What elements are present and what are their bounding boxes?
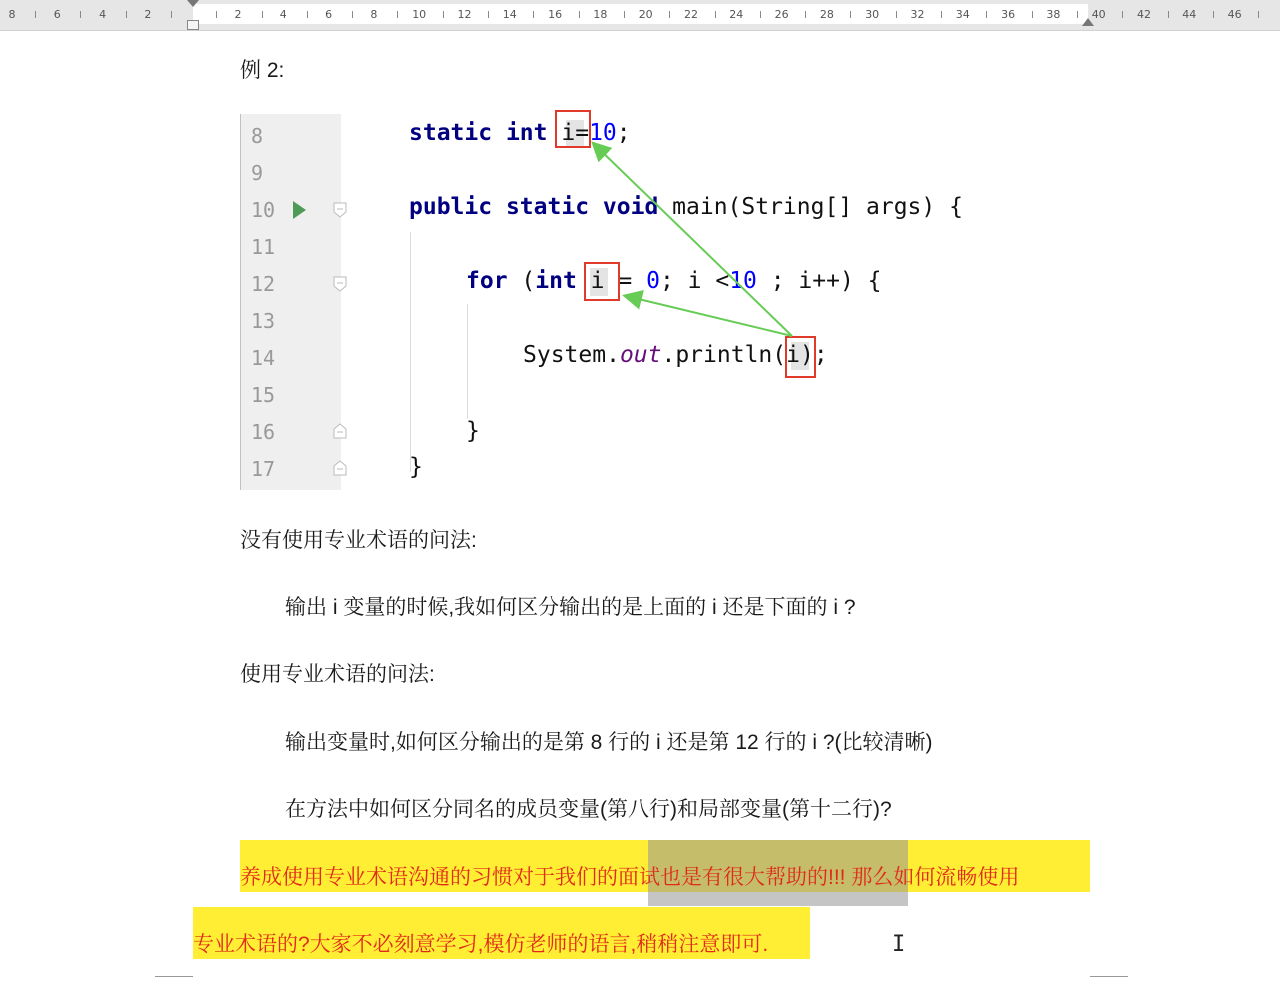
- ruler-label: 4: [279, 8, 287, 21]
- line-number: 14: [251, 346, 276, 370]
- ruler-minor-tick: [443, 11, 444, 18]
- ruler-minor-tick: [352, 11, 353, 18]
- ruler-label: 10: [412, 8, 427, 21]
- line-number: 17: [251, 457, 276, 481]
- ruler[interactable]: [0, 0, 1280, 31]
- line-number: 16: [251, 420, 276, 444]
- ruler-label: 28: [819, 8, 834, 21]
- right-indent-marker[interactable]: [1082, 18, 1094, 26]
- ruler-label: 44: [1182, 8, 1197, 21]
- ruler-label: 34: [955, 8, 970, 21]
- first-line-indent-marker[interactable]: [187, 0, 199, 7]
- page-corner-mark: [1090, 976, 1128, 977]
- highlighted-text: 养成使用专业术语沟通的习惯对于我们的面试也是有很大帮助的!!! 那么如何流畅使用: [240, 866, 1020, 889]
- ruler-minor-tick: [307, 11, 308, 18]
- code-screenshot: [240, 114, 1000, 490]
- line-number: 12: [251, 272, 276, 296]
- line-number: 9: [251, 161, 264, 185]
- text-cursor-icon: I: [892, 932, 906, 957]
- code-line-12: for (int i = 0; i <10 ; i++) {: [466, 268, 882, 294]
- ruler-label: 26: [774, 8, 789, 21]
- ruler-minor-tick: [80, 11, 81, 18]
- ruler-minor-tick: [533, 11, 534, 18]
- ruler-label: 30: [865, 8, 880, 21]
- ruler-label: 16: [548, 8, 563, 21]
- ruler-label: 24: [729, 8, 744, 21]
- ruler-label: 20: [638, 8, 653, 21]
- paragraph: 输出变量时,如何区分输出的是第 8 行的 i 还是第 12 行的 i ?(比较清晰): [285, 731, 933, 754]
- ruler-label: 46: [1227, 8, 1242, 21]
- ruler-minor-tick: [941, 11, 942, 18]
- example-label: 例 2:: [240, 59, 285, 82]
- ruler-minor-tick: [624, 11, 625, 18]
- ruler-label: 2: [144, 8, 152, 21]
- ruler-minor-tick: [760, 11, 761, 18]
- paragraph: 没有使用专业术语的问法:: [240, 529, 477, 552]
- code-line-8: static int i=10;: [409, 120, 631, 146]
- code-line-14: System.out.println(i);: [523, 342, 828, 368]
- left-indent-marker[interactable]: [187, 20, 199, 30]
- ruler-label: 32: [910, 8, 925, 21]
- line-number: 10: [251, 198, 276, 222]
- paragraph: 输出 i 变量的时候,我如何区分输出的是上面的 i 还是下面的 i ?: [285, 596, 856, 619]
- ruler-label: 42: [1137, 8, 1151, 21]
- ruler-minor-tick: [1213, 11, 1214, 18]
- ruler-label: 18: [593, 8, 608, 21]
- ruler-minor-tick: [1122, 11, 1123, 18]
- ruler-minor-tick: [397, 11, 398, 18]
- ruler-minor-tick: [488, 11, 489, 18]
- ruler-minor-tick: [669, 11, 670, 18]
- ruler-label: 6: [53, 8, 61, 21]
- ruler-minor-tick: [1258, 11, 1259, 18]
- ruler-minor-tick: [1032, 11, 1033, 18]
- ruler-minor-tick: [126, 11, 127, 18]
- ruler-label: 36: [1001, 8, 1016, 21]
- ruler-minor-tick: [986, 11, 987, 18]
- ruler-label: 40: [1091, 8, 1106, 21]
- ruler-label: 6: [325, 8, 333, 21]
- ruler-label: 12: [457, 8, 472, 21]
- ruler-minor-tick: [35, 11, 36, 18]
- ruler-minor-tick: [579, 11, 580, 18]
- line-number: 15: [251, 383, 276, 407]
- reference-arrows: [240, 114, 1000, 490]
- ruler-minor-tick: [805, 11, 806, 18]
- ruler-label: 8: [8, 8, 16, 21]
- ruler-label: 8: [370, 8, 378, 21]
- highlighted-text: 专业术语的?大家不必刻意学习,模仿老师的语言,稍稍注意即可.: [193, 933, 769, 956]
- ruler-minor-tick: [896, 11, 897, 18]
- line-number: 11: [251, 235, 276, 259]
- line-number: 13: [251, 309, 276, 333]
- ruler-label: 4: [99, 8, 107, 21]
- ruler-label: 22: [684, 8, 698, 21]
- code-line-10: public static void main(String[] args) {: [409, 194, 963, 220]
- ruler-minor-tick: [1077, 11, 1078, 18]
- ruler-label: 2: [234, 8, 242, 21]
- paragraph: 使用专业术语的问法:: [240, 663, 435, 686]
- code-line-16: }: [466, 418, 480, 444]
- paragraph: 在方法中如何区分同名的成员变量(第八行)和局部变量(第十二行)?: [285, 798, 892, 821]
- line-number: 8: [251, 124, 264, 148]
- ruler-label: 38: [1046, 8, 1061, 21]
- ruler-minor-tick: [1168, 11, 1169, 18]
- ruler-minor-tick: [216, 11, 217, 18]
- ruler-label: 14: [502, 8, 517, 21]
- page-corner-mark: [155, 976, 193, 977]
- ruler-minor-tick: [850, 11, 851, 18]
- code-line-17: }: [409, 454, 423, 480]
- ruler-minor-tick: [715, 11, 716, 18]
- ruler-minor-tick: [171, 11, 172, 18]
- ruler-minor-tick: [262, 11, 263, 18]
